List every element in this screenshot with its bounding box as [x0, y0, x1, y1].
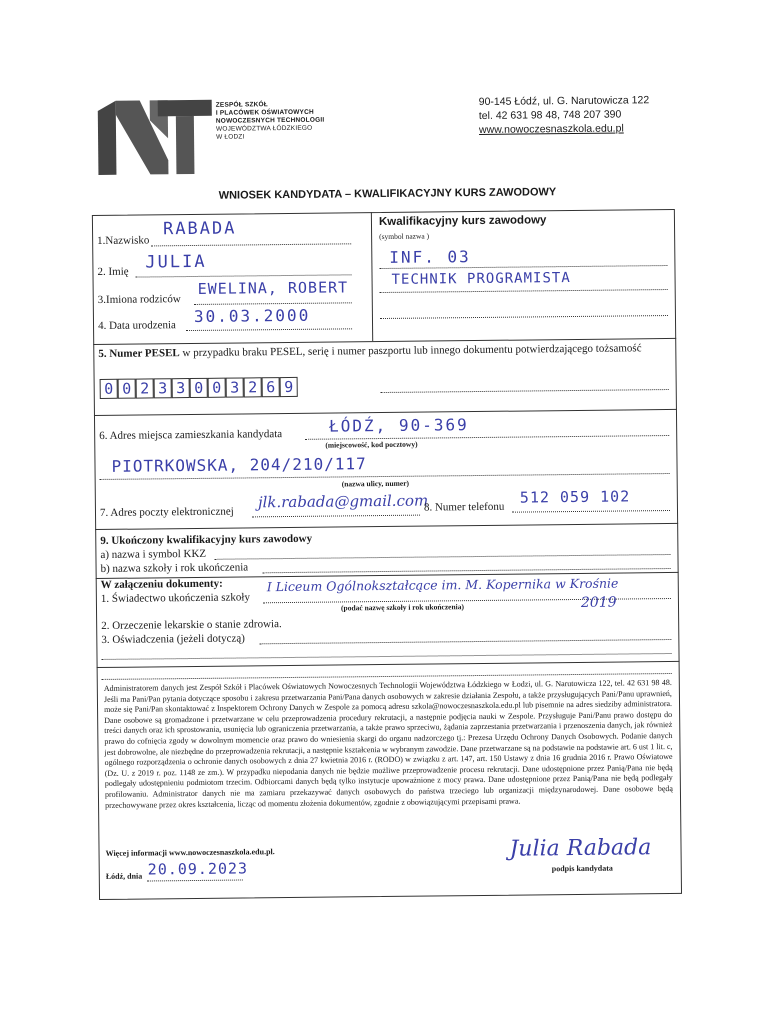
pesel-digit: 0	[100, 379, 118, 399]
attachment-item-1: 1. Świadectwo ukończenia szkoły	[100, 591, 251, 605]
first-name-label: 2. Imię	[97, 265, 129, 278]
course-symbol-value[interactable]: INF. 03	[389, 247, 471, 267]
address-city-value[interactable]: ŁÓDŹ, 90-369	[328, 415, 469, 436]
contact-phone: tel. 42 631 98 48, 748 207 390	[478, 108, 622, 122]
pesel-digit: 0	[118, 379, 136, 399]
birth-date-value[interactable]: 30.03.2000	[193, 305, 311, 326]
address-city-hint: (miejscowość, kod pocztowy)	[325, 439, 418, 450]
more-info: Więcej informacji www.nowoczesnaszkola.edu.pl.	[105, 847, 275, 858]
surname-label: 1.Nazwisko	[97, 234, 150, 247]
school-name-line: I PLACÓWEK OŚWIATOWYCH	[215, 108, 314, 117]
attachment-item-1-value[interactable]: I Liceum Ogólnokształcące im. M. Kopernika w Krośnie	[266, 575, 619, 595]
pesel-digit: 2	[244, 377, 262, 397]
pesel-digit: 0	[208, 378, 226, 398]
completed-course-heading: 9. Ukończony kwalifikacyjny kurs zawodowy	[100, 532, 313, 547]
parents-names-label: 3.Imiona rodziców	[97, 293, 181, 306]
completed-course-line-b: b) nazwa szkoły i rok ukończenia	[100, 561, 249, 575]
completed-course-line-a: a) nazwa i symbol KKZ	[100, 547, 207, 561]
attachment-item-3: 3. Oświadczenia (jeżeli dotyczą)	[101, 632, 245, 646]
signature: Julia Rabada	[509, 835, 652, 862]
pesel-label-bold: 5. Numer PESEL	[98, 347, 180, 360]
attachment-item-1-year[interactable]: 2019	[580, 594, 617, 611]
email-label: 7. Adres poczty elektronicznej	[99, 505, 234, 519]
address-street-hint: (nazwa ulicy, numer)	[341, 478, 410, 489]
pesel-digit: 0	[190, 378, 208, 398]
contact-block	[479, 93, 650, 137]
pesel-digit: 3	[172, 378, 190, 398]
surname-value[interactable]: RABADA	[162, 218, 237, 240]
pesel-label-rest: w przypadku braku PESEL, serię i numer paszportu lub innego dokumentu potwierdzającego tożsamość	[182, 342, 642, 360]
form-title: WNIOSEK KANDYDATA – KWALIFIKACYJNY KURS ZAWODOWY	[218, 186, 557, 202]
birth-date-label: 4. Data urodzenia	[97, 319, 176, 332]
school-name-line: WOJEWÓDZTWA ŁÓDZKIEGO	[215, 124, 313, 133]
nt-logo-icon	[96, 98, 215, 177]
first-name-value[interactable]: JULIA	[145, 251, 207, 273]
school-name-line: ZESPÓŁ SZKÓŁ	[215, 101, 269, 109]
school-name-line: NOWOCZESNYCH TECHNOLOGII	[215, 116, 325, 125]
pesel-boxes[interactable]	[100, 377, 298, 399]
contact-address: 90-145 Łódź, ul. G. Narutowicza 122	[478, 94, 650, 108]
attachment-item-1-hint: (podać nazwę szkoły i rok ukończenia)	[340, 602, 465, 613]
email-value[interactable]: jlk.rabada@gmail.com	[257, 491, 429, 512]
course-subheading: (symbol nazwa )	[379, 231, 430, 242]
gdpr-notice: Administratorem danych jest Zespół Szkół i Placówek Oświatowych Nowoczesnych Technologii Województwa Łódzkiego w Łodzi, ul. G. Narutowicza 122, tel. 42 631 98 48. Jeśli ma Pani/Pan pytania dotyczące sposobu i zakresu przetwarzania Pani/Pana danych osobowych w zakresie działania Zespołu, a także przysługujących Pani/Panu uprawnień, może się Pani/Pan skontaktować z Inspektorem Ochrony Danych w Zespole za pomocą adresu szkola@nowoczesnaszkola.edu.pl lub pisemnie na adres siedziby administratora. Dane osobowe są gromadzone i przetwarzane w celu przeprowadzenia procedury rekrutacji, a następnie podjęcia nauki w Zespole. Przysługuje Pani/Panu prawo dostępu do treści danych oraz ich sprostowania, usunięcia lub ograniczenia przetwarzania, a także prawo sprzeciwu, żądania zaprzestania przetwarzania i przenoszenia danych, jak również prawo do cofnięcia zgody w dowolnym momencie oraz prawo do wniesienia skargi do organu nadzorczego tj.: Prezesa Urzędu Ochrony Danych Osobowych. Podanie danych jest dobrowolne, ale niezbędne do przeprowadzenia rekrutacji, a następnie kształcenia w wybranym zawodzie. Dane przetwarzane są na podstawie na podstawie art. 6 ust 1 lit. c, ogólnego rozporządzenia o ochronie danych osobowych z dnia 27 kwietnia 2016 r. (RODO) w związku z art. 147, art. 150 Ustawy z dnia 16 grudnia 2016 r. Prawo Oświatowe (Dz. U. z 2019 r. poz. 1148 ze zm.). W przypadku niepodania danych nie będzie możliwe przeprowadzenie procesu rekrutacji. Dane udostępnione przez Panią/Pana nie będą podlegały udostępnieniu podmiotom trzecim. Odbiorcami danych będą tylko instytucje upoważnione z mocy prawa. Dane udostępnione przez Panią/Pana nie będą podlegały profilowaniu. Administrator danych nie ma zamiaru przekazywać danych osobowych do państwa trzeciego lub organizacji międzynarodowej. Dane osobowe będą przechowywane przez okres kształcenia, licząc od momentu złożenia dokumentów, zgodnie z obowiązującymi przepisami prawa.	[103, 677, 673, 810]
address-street-value[interactable]: PIOTRKOWSKA, 204/210/117	[111, 454, 367, 476]
address-label: 6. Adres miejsca zamieszkania kandydata	[99, 428, 283, 442]
school-name	[216, 101, 325, 142]
phone-label: 8. Numer telefonu	[423, 500, 505, 514]
contact-website[interactable]: www.nowoczesnaszkola.edu.pl	[478, 122, 624, 136]
parents-names-value[interactable]: EWELINA, ROBERT	[197, 278, 349, 298]
attachment-item-2: 2. Orzeczenie lekarskie o stanie zdrowia.	[101, 618, 282, 632]
place-date-label: Łódź, dnia	[105, 871, 143, 881]
pesel-digit: 3	[226, 377, 244, 397]
phone-value[interactable]: 512 059 102	[519, 487, 631, 507]
attachments-heading: W załączeniu dokumenty:	[100, 577, 223, 591]
pesel-digit: 2	[136, 378, 154, 398]
pesel-digit: 3	[154, 378, 172, 398]
date-value[interactable]: 20.09.2023	[147, 859, 249, 879]
school-name-line: W ŁODZI	[216, 133, 245, 141]
pesel-digit: 6	[262, 377, 280, 397]
course-name-value[interactable]: TECHNIK PROGRAMISTA	[391, 270, 571, 288]
signature-label: podpis kandydata	[551, 863, 613, 874]
course-heading: Kwalifikacyjny kurs zawodowy	[378, 214, 547, 229]
pesel-digit: 9	[280, 377, 298, 397]
